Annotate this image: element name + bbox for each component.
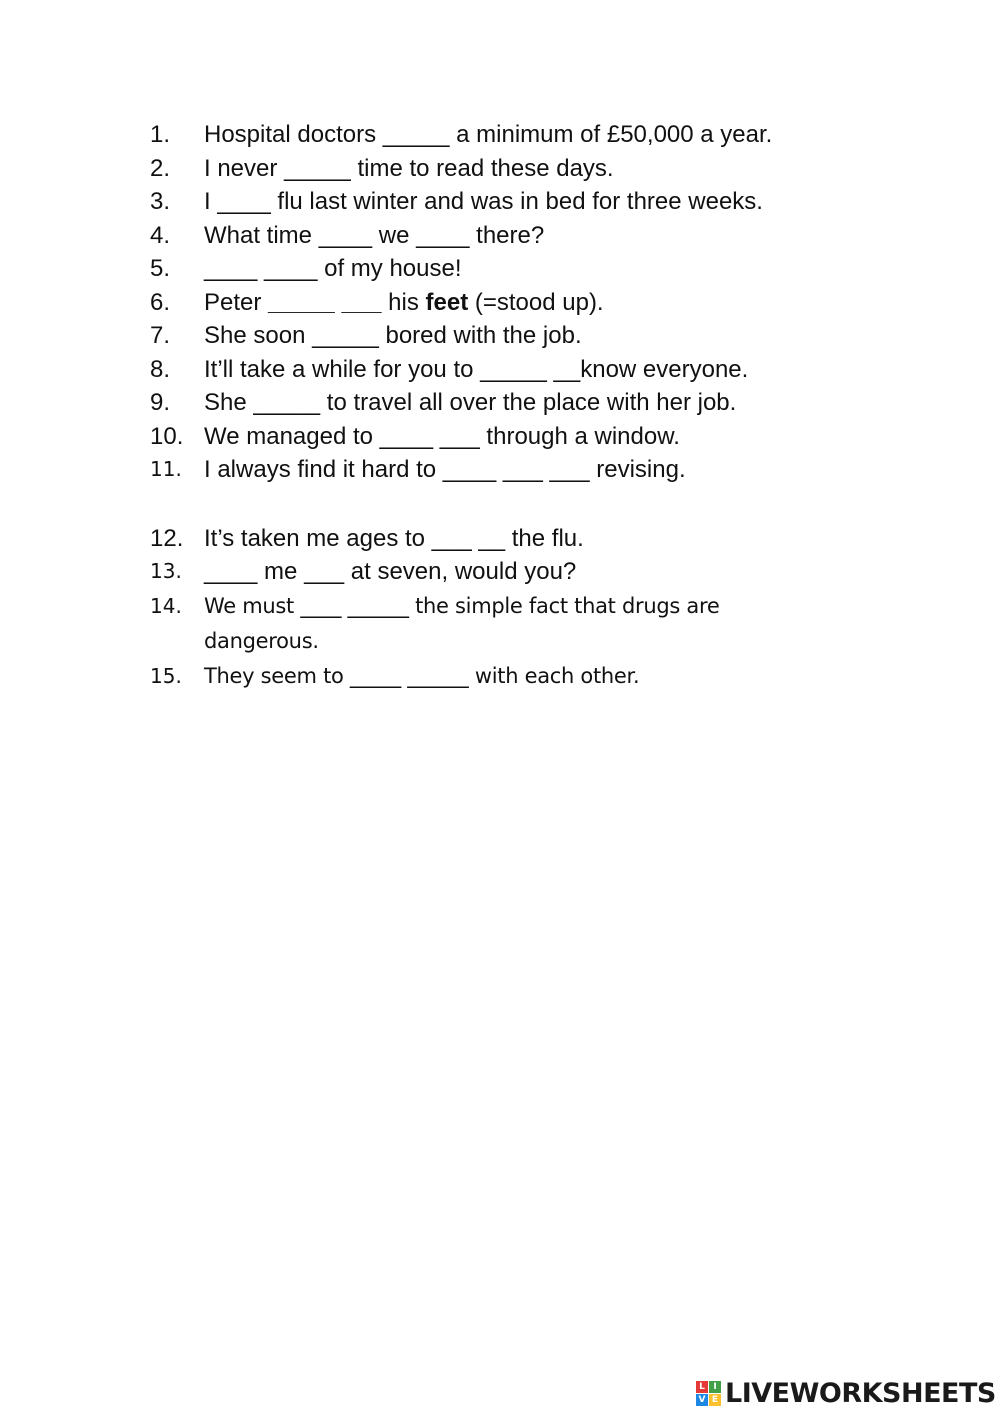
- list-item: [0, 522, 1000, 556]
- item-number: 15.: [150, 663, 182, 688]
- item-number: 12.: [150, 524, 184, 552]
- logo-mark-e: E: [709, 1394, 721, 1406]
- list-item: [0, 118, 1000, 152]
- item-text-start: Peter: [204, 288, 269, 316]
- list-item: [0, 185, 1000, 219]
- item-text: She soon _____ bored with the job.: [204, 322, 582, 349]
- item-text-line-1: We must ____ ______ the simple fact that drugs are: [204, 593, 720, 618]
- list-item: [0, 286, 1000, 320]
- list-item: [0, 252, 1000, 286]
- item-text: She _____ to travel all over the place with her job.: [204, 389, 737, 416]
- item-number: 10.: [150, 422, 184, 450]
- item-text: ____ me ___ at seven, would you?: [204, 558, 577, 585]
- logo-mark-i: I: [709, 1381, 721, 1393]
- item-text-mid: his: [381, 288, 426, 316]
- item-text: ____ ____ of my house!: [204, 255, 462, 282]
- list-item: [0, 555, 1000, 589]
- item-number: 13.: [150, 559, 182, 583]
- logo-text: LIVEWORKSHEETS: [725, 1377, 996, 1409]
- item-text: What time ____ we ____ there?: [204, 221, 545, 249]
- item-number: 8.: [150, 355, 171, 383]
- item-text: [204, 286, 604, 320]
- item-text: We managed to ____ ___ through a window.: [204, 422, 680, 450]
- item-number: 9.: [150, 389, 171, 416]
- item-keyword-bold: feet: [425, 288, 469, 316]
- item-number: 7.: [150, 322, 171, 349]
- list-item: [0, 319, 1000, 353]
- list-item: [0, 420, 1000, 454]
- item-text: I ____ flu last winter and was in bed for three weeks.: [204, 188, 763, 215]
- item-number: 14.: [150, 593, 182, 618]
- item-text: It’ll take a while for you to _____ __know everyone.: [204, 355, 749, 383]
- list-item: [0, 386, 1000, 420]
- spacer: [0, 487, 1000, 522]
- list-item: [0, 353, 1000, 387]
- item-number: 2.: [150, 154, 171, 182]
- list-item: [0, 453, 1000, 487]
- item-text-end: (=stood up).: [468, 288, 604, 316]
- item-text: Hospital doctors _____ a minimum of £50,000 a year.: [204, 121, 773, 148]
- list-item: [0, 659, 1000, 694]
- item-text: I never _____ time to read these days.: [204, 154, 614, 182]
- worksheet: [0, 118, 1000, 694]
- item-number: 4.: [150, 221, 171, 249]
- item-text: They seem to _____ ______ with each other.: [204, 663, 640, 688]
- logo-mark-v: V: [696, 1394, 708, 1406]
- item-number: 5.: [150, 255, 171, 282]
- item-text: It’s taken me ages to ___ __ the flu.: [204, 524, 584, 552]
- item-number: 1.: [150, 121, 171, 148]
- item-text: [204, 589, 719, 659]
- logo-mark-l: L: [696, 1381, 708, 1393]
- logo-mark-icon: [696, 1381, 721, 1406]
- item-number: 3.: [150, 188, 171, 215]
- item-text: I always find it hard to ____ ___ ___ revising.: [204, 456, 686, 483]
- liveworksheets-logo: [696, 1376, 996, 1410]
- item-text-line-2: dangerous.: [204, 628, 319, 653]
- item-number: 11.: [150, 457, 182, 481]
- item-number: 6.: [150, 288, 171, 316]
- list-item: [0, 219, 1000, 253]
- item-blanks-bold: _____ ___: [268, 288, 382, 316]
- list-item: [0, 589, 1000, 659]
- list-item: [0, 152, 1000, 186]
